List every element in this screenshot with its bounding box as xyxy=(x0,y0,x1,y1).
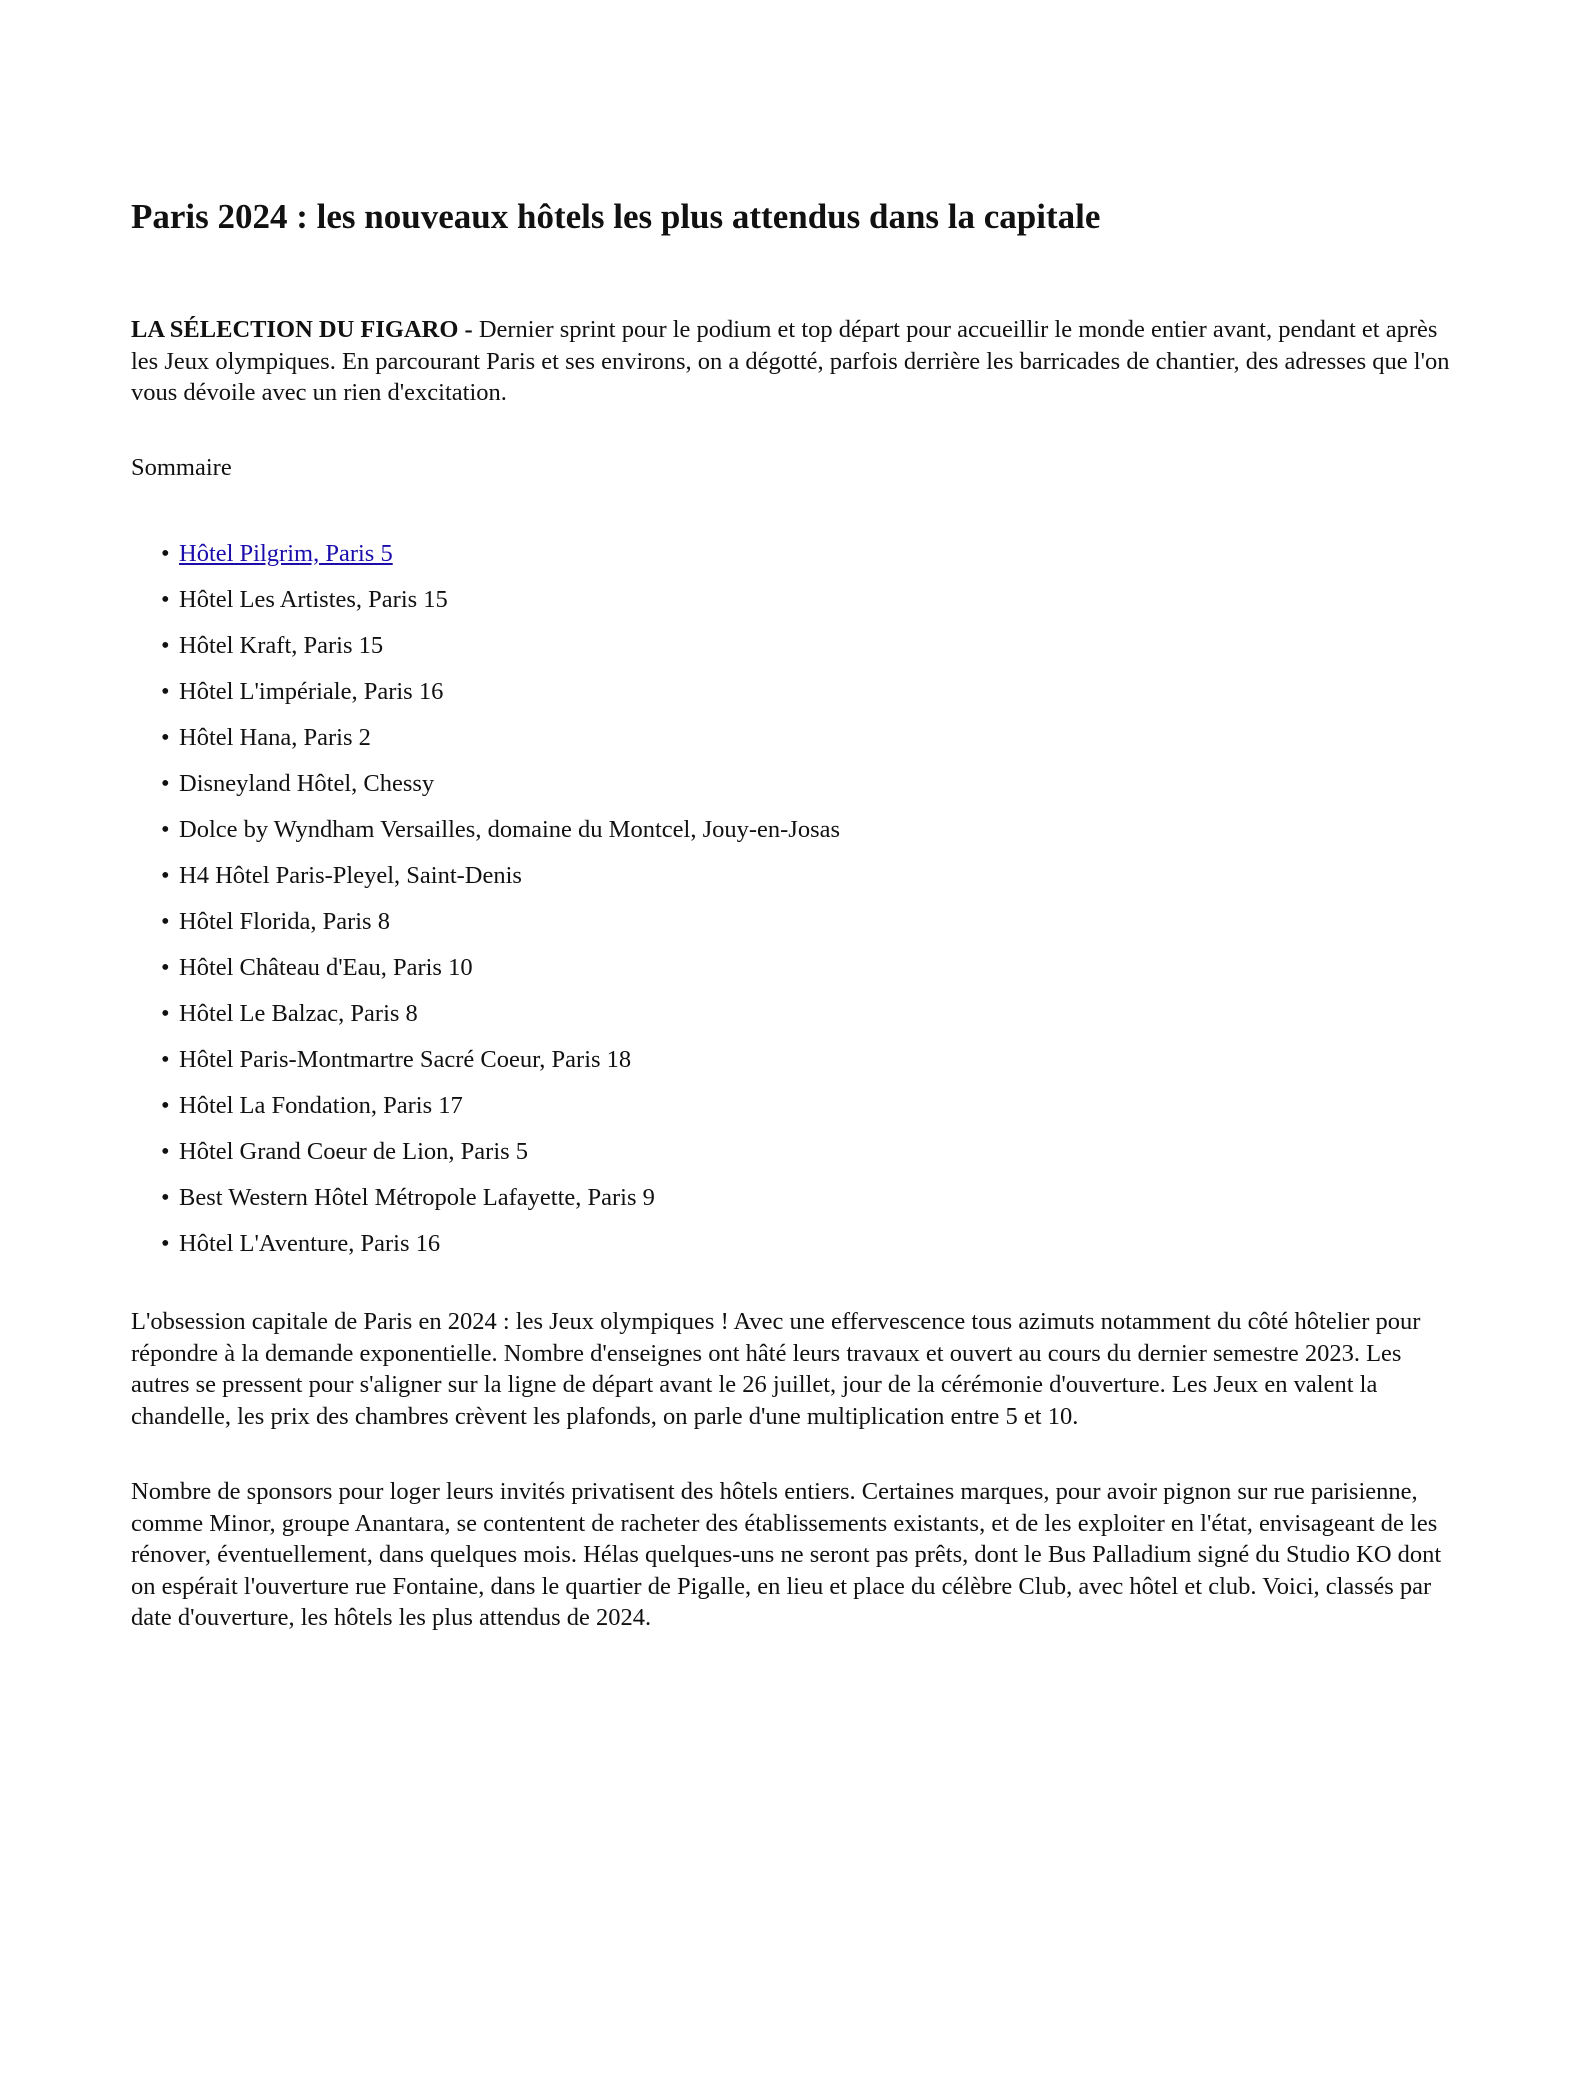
article-title: Paris 2024 : les nouveaux hôtels les plus attendus dans la capitale xyxy=(131,197,1101,236)
toc-item-label: Hôtel Grand Coeur de Lion, Paris 5 xyxy=(179,1138,529,1165)
toc-link-pilgrim[interactable]: Hôtel Pilgrim, Paris 5 xyxy=(179,540,393,567)
bullet-icon: • xyxy=(161,632,170,659)
table-of-contents xyxy=(161,538,840,1274)
bullet-icon: • xyxy=(161,1138,170,1165)
toc-item-label: H4 Hôtel Paris-Pleyel, Saint-Denis xyxy=(179,862,522,889)
bullet-icon: • xyxy=(161,908,170,935)
toc-item xyxy=(161,998,840,1044)
toc-item xyxy=(161,1228,840,1274)
toc-item xyxy=(161,584,840,630)
bullet-icon: • xyxy=(161,954,170,981)
toc-item-label: Best Western Hôtel Métropole Lafayette, Paris 9 xyxy=(179,1184,655,1211)
bullet-icon: • xyxy=(161,862,170,889)
bullet-icon: • xyxy=(161,1184,170,1211)
intro-text: Dernier sprint pour le podium et top départ pour accueillir le monde entier avant, pendant et après les Jeux olympiques. En parcourant Paris et ses environs, on a dégotté, parfois derrière les barricades de chantier, des adresses que l'on vous dévoile avec un rien d'excitation. xyxy=(131,316,1450,406)
toc-item-label: Hôtel L'Aventure, Paris 16 xyxy=(179,1230,441,1257)
bullet-icon: • xyxy=(161,770,170,797)
toc-item-label: Hôtel La Fondation, Paris 17 xyxy=(179,1092,463,1119)
toc-item xyxy=(161,1182,840,1228)
toc-item[interactable] xyxy=(161,538,840,584)
intro-lead: LA SÉLECTION DU FIGARO - xyxy=(131,316,473,343)
bullet-icon: • xyxy=(161,1230,170,1257)
bullet-icon: • xyxy=(161,678,170,705)
toc-item xyxy=(161,860,840,906)
toc-item-label: Hôtel Paris-Montmartre Sacré Coeur, Paris 18 xyxy=(179,1046,632,1073)
toc-item xyxy=(161,814,840,860)
body-paragraph-2: Nombre de sponsors pour loger leurs invités privatisent des hôtels entiers. Certaines marques, pour avoir pignon sur rue parisienne, comme Minor, groupe Anantara, se contentent de racheter des établissements existants, et de les exploiter en l'état, envisageant de les rénover, éventuellement, dans quelques mois. Hélas quelques-uns ne seront pas prêts, dont le Bus Palladium signé du Studio KO dont on espérait l'ouverture rue Fontaine, dans le quartier de Pigalle, en lieu et place du célèbre Club, avec hôtel et club. Voici, classés par date d'ouverture, les hôtels les plus attendus de 2024. xyxy=(131,1478,1442,1631)
toc-item-label: Dolce by Wyndham Versailles, domaine du Montcel, Jouy-en-Josas xyxy=(179,816,841,843)
bullet-icon: • xyxy=(161,1092,170,1119)
bullet-icon: • xyxy=(161,816,170,843)
body-paragraph-1: L'obsession capitale de Paris en 2024 : les Jeux olympiques ! Avec une effervescence tous azimuts notamment du côté hôtelier pour répondre à la demande exponentielle. Nombre d'enseignes ont hâté leurs travaux et ouvert au cours du dernier semestre 2023. Les autres se pressent pour s'aligner sur la ligne de départ avant le 26 juillet, jour de la cérémonie d'ouverture. Les Jeux en valent la chandelle, les prix des chambres crèvent les plafonds, on parle d'une multiplication entre 5 et 10. xyxy=(131,1308,1421,1430)
toc-item xyxy=(161,906,840,952)
toc-item xyxy=(161,630,840,676)
toc-item-label: Disneyland Hôtel, Chessy xyxy=(179,770,435,797)
toc-item-label: Hôtel L'impériale, Paris 16 xyxy=(179,678,444,705)
article-intro xyxy=(131,314,1451,409)
toc-item-label: Hôtel Château d'Eau, Paris 10 xyxy=(179,954,473,981)
toc-item xyxy=(161,952,840,998)
toc-item xyxy=(161,1044,840,1090)
toc-item-label: Hôtel Hana, Paris 2 xyxy=(179,724,371,751)
toc-item-label: Hôtel Florida, Paris 8 xyxy=(179,908,390,935)
bullet-icon: • xyxy=(161,1000,170,1027)
toc-item-label: Hôtel Les Artistes, Paris 15 xyxy=(179,586,448,613)
toc-item xyxy=(161,676,840,722)
toc-item xyxy=(161,722,840,768)
bullet-icon: • xyxy=(161,586,170,613)
toc-item-label: Hôtel Le Balzac, Paris 8 xyxy=(179,1000,418,1027)
toc-item xyxy=(161,1136,840,1182)
bullet-icon: • xyxy=(161,540,170,567)
bullet-icon: • xyxy=(161,724,170,751)
bullet-icon: • xyxy=(161,1046,170,1073)
toc-item xyxy=(161,1090,840,1136)
toc-item-label: Hôtel Kraft, Paris 15 xyxy=(179,632,384,659)
sommaire-label: Sommaire xyxy=(131,454,232,481)
toc-item xyxy=(161,768,840,814)
